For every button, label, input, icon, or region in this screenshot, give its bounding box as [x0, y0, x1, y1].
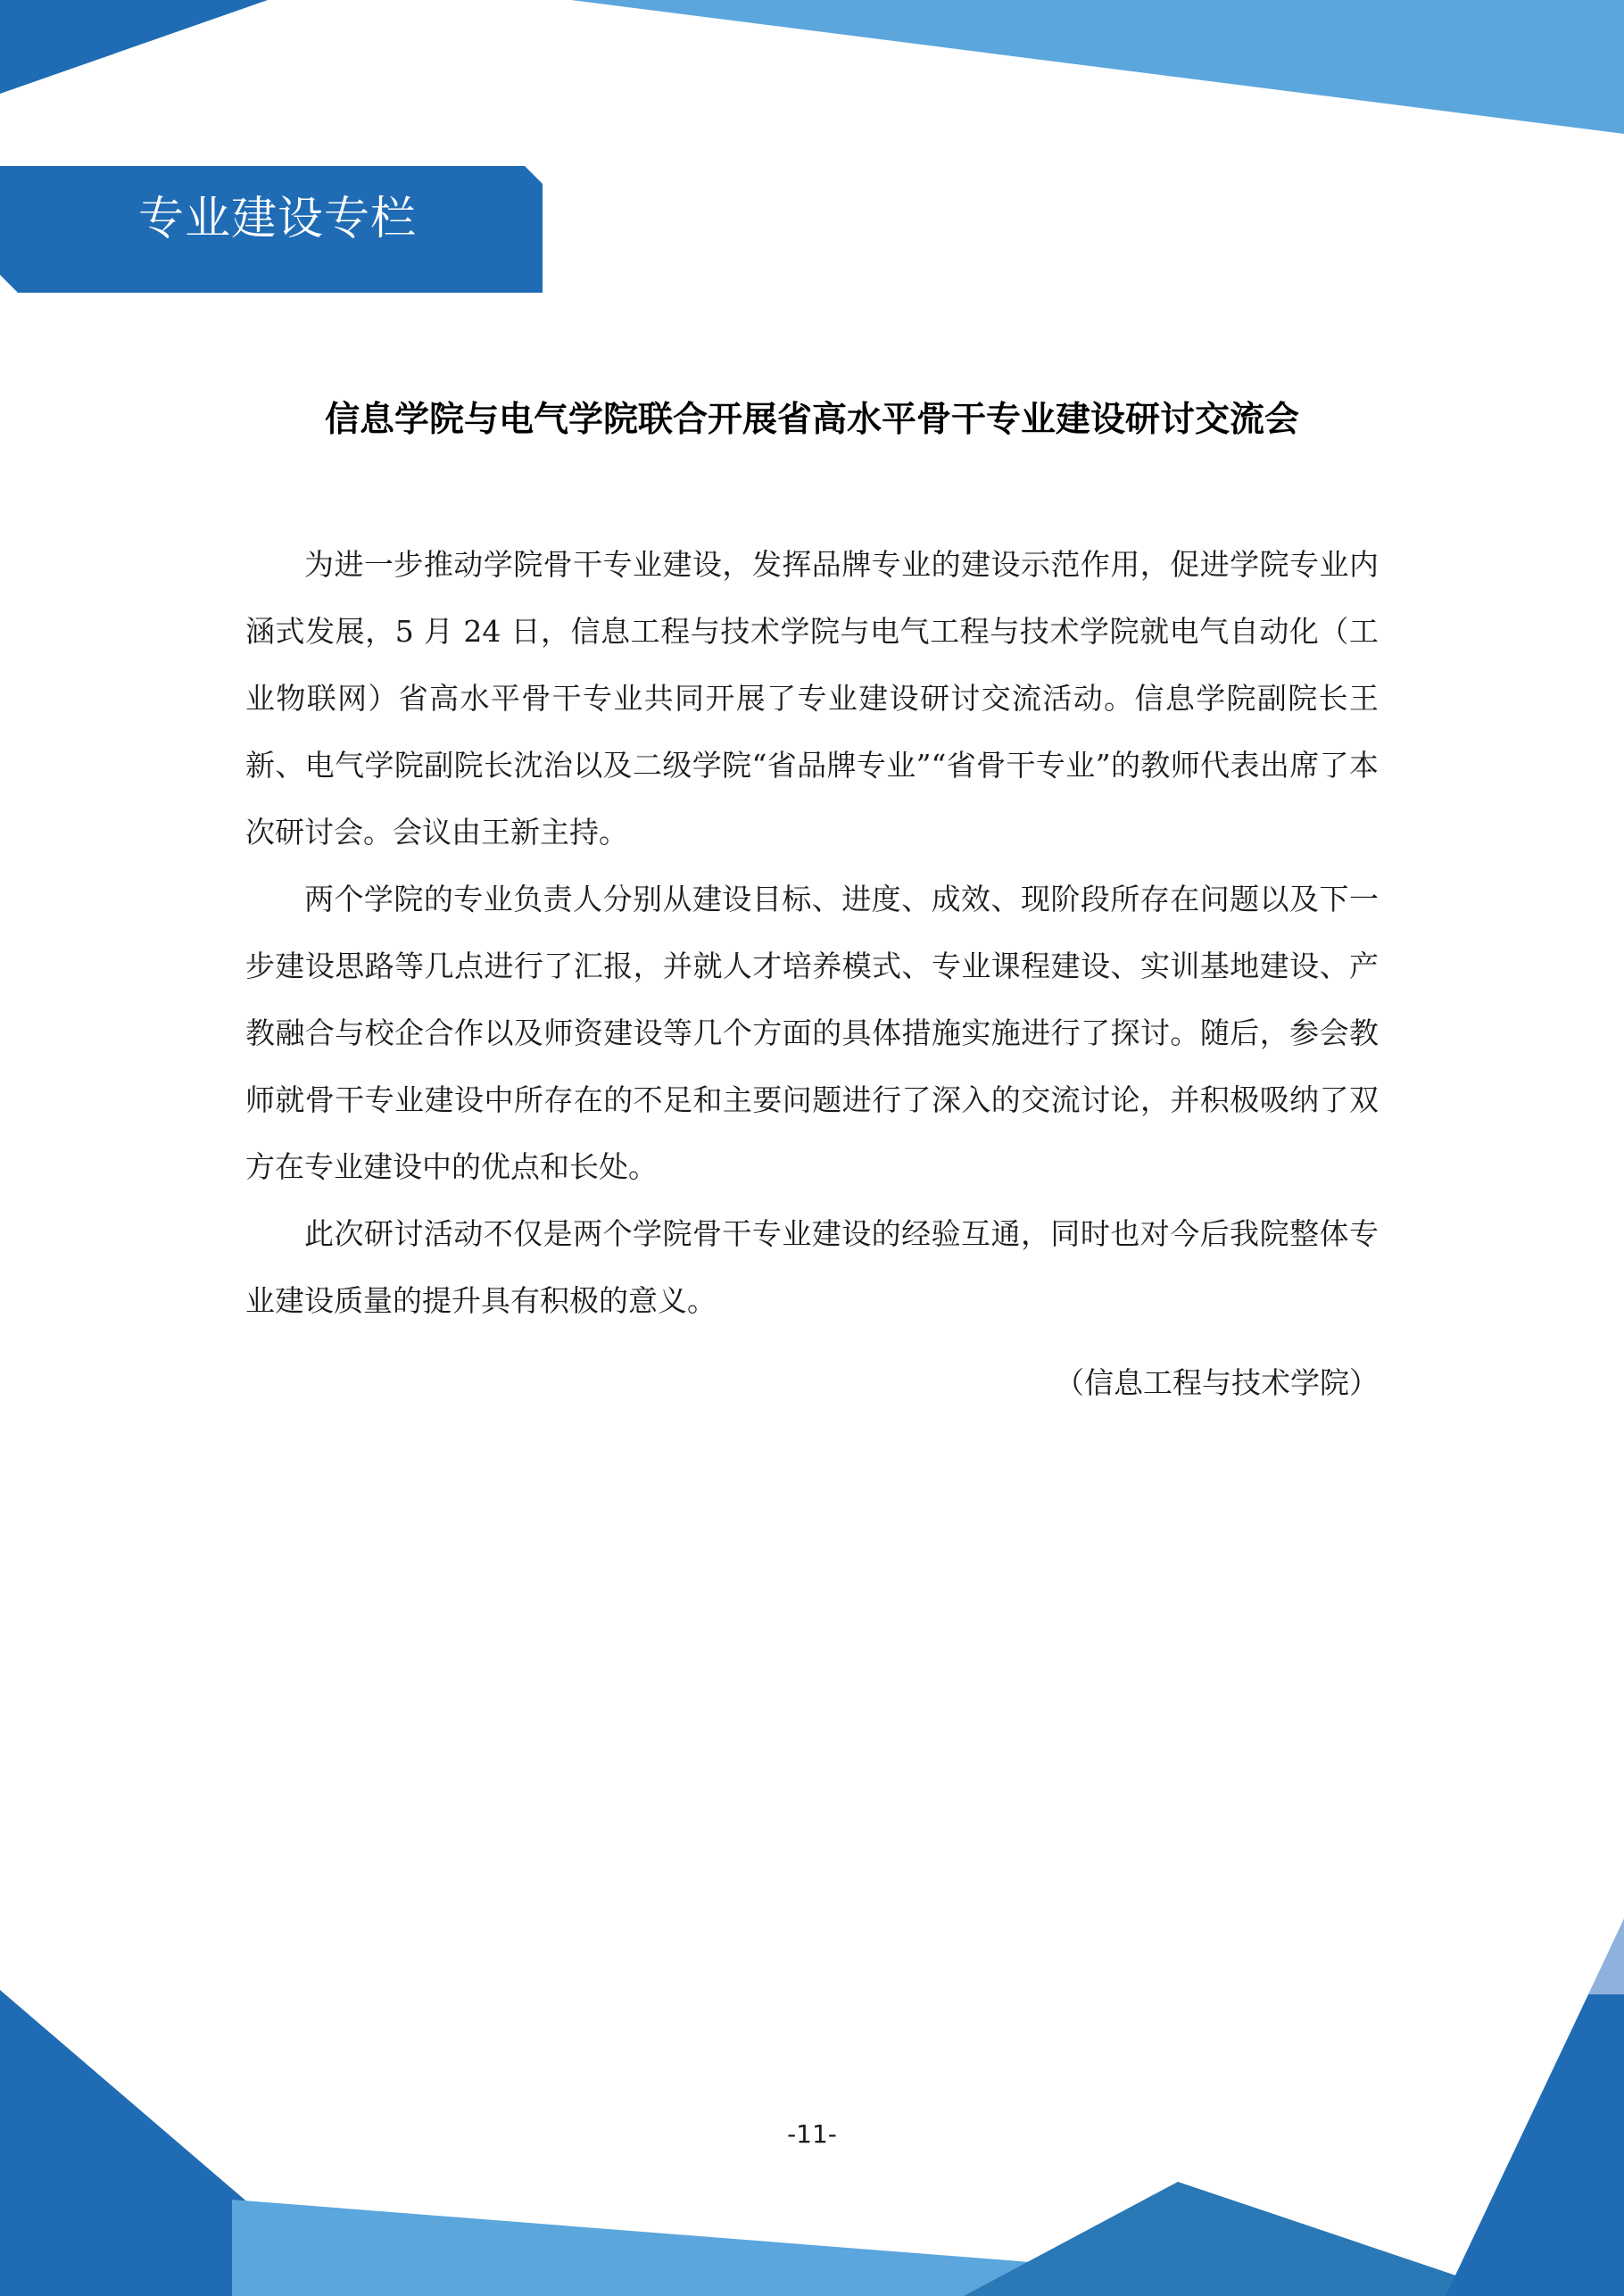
article-source: （信息工程与技术学院） [1055, 1365, 1379, 1400]
top-right-band [571, 0, 1624, 134]
bottom-right-accent [1588, 1919, 1624, 1994]
bottom-center-wedge [964, 2182, 1517, 2296]
page-number: -11- [787, 2119, 837, 2149]
section-banner-label: 专业建设专栏 [138, 193, 418, 245]
article-paragraph-2: 两个学院的专业负责人分别从建设目标、进度、成效、现阶段所存在问题以及下一步建设思路等几点进行了汇报，并就人才培养模式、专业课程建设、实训基地建设、产教融合与校企合作以及师资建设等几个方面的具体措施实施进行了探讨。随后，参会教师就骨干专业建设中所存在的不足和主要问题进行了深入的交流讨论，并积极吸纳了双方在专业建设中的优点和长处。 [245, 882, 1379, 1184]
top-left-wedge [0, 0, 268, 94]
article-paragraph-1: 为进一步推动学院骨干专业建设，发挥品牌专业的建设示范作用，促进学院专业内涵式发展，5 月 24 日，信息工程与技术学院与电气工程与技术学院就电气自动化（工业物联网）省高水平骨干专业共同开展了专业建设研讨交流活动。信息学院副院长王新、电气学院副院长沈治以及二级学院“省品牌专业”“省骨干专业”的教师代表出席了本次研讨会。会议由王新主持。 [245, 547, 1379, 850]
article-paragraph-3: 此次研讨活动不仅是两个学院骨干专业建设的经验互通，同时也对今后我院整体专业建设质量的提升具有积极的意义。 [245, 1216, 1379, 1318]
article-title: 信息学院与电气学院联合开展省高水平骨干专业建设研讨交流会 [324, 400, 1299, 440]
article-body [245, 531, 1379, 1334]
